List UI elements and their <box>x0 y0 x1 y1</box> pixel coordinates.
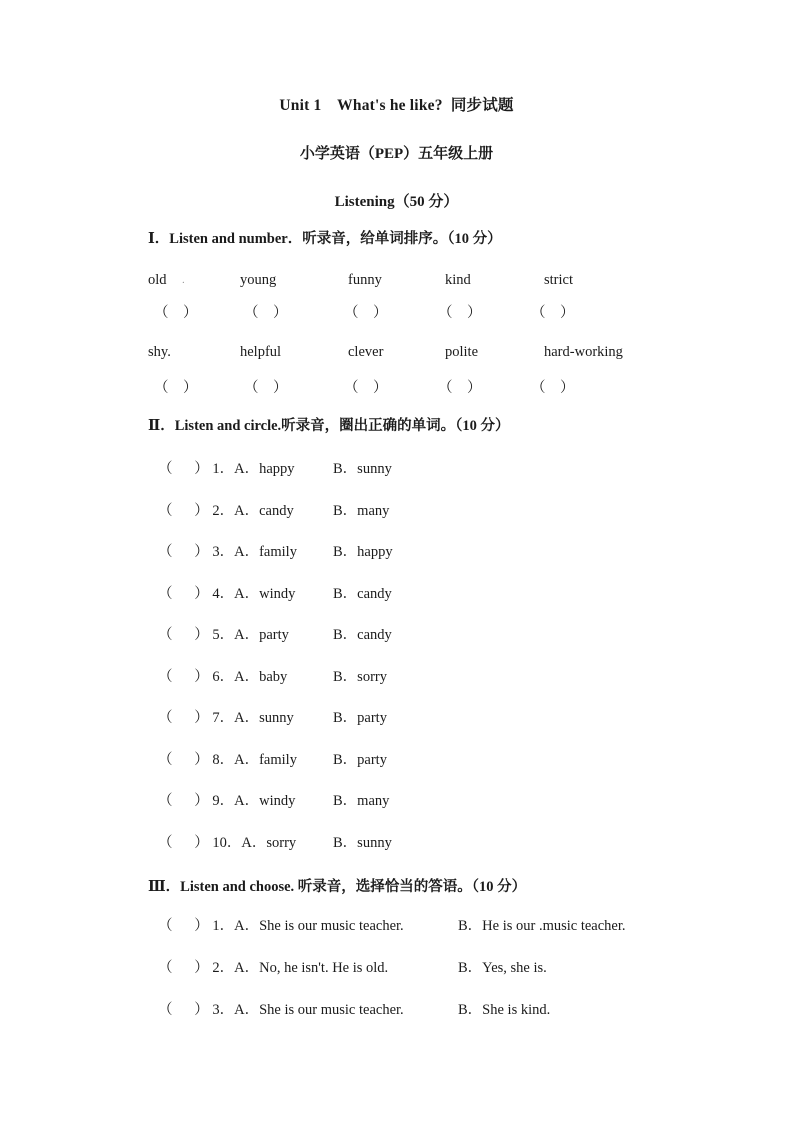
question-item <box>158 1002 551 1021</box>
answer-blank[interactable]: （ ） <box>244 305 288 321</box>
answer-blank[interactable]: （ ） <box>438 305 482 321</box>
question-number: 4． <box>208 585 235 602</box>
option-b[interactable]: B．sunny <box>333 834 392 851</box>
vocabulary-word: hard-working <box>544 344 623 360</box>
option-a[interactable]: A．She is our music teacher. <box>234 1002 404 1018</box>
answer-blank[interactable]: （ ） <box>158 751 209 768</box>
vocabulary-word: polite <box>445 344 479 360</box>
option-a[interactable]: A．family <box>234 751 297 768</box>
question-item <box>158 585 392 605</box>
scan-artifact-dot: . <box>182 274 185 286</box>
option-a[interactable]: A．windy <box>234 793 296 809</box>
option-b[interactable]: B．many <box>333 502 390 519</box>
answer-blank-row-2 <box>148 378 748 398</box>
question-item <box>158 918 626 937</box>
question-number: 5． <box>208 627 235 643</box>
answer-blank[interactable]: （ ） <box>158 461 209 477</box>
question-number: 8． <box>208 751 235 768</box>
answer-blank[interactable]: （ ） <box>158 710 209 726</box>
option-b[interactable]: B．sunny <box>333 461 392 477</box>
question-item <box>158 834 392 854</box>
answer-blank[interactable]: （ ） <box>158 960 209 976</box>
vocabulary-word: shy. <box>148 344 171 360</box>
answer-blank[interactable]: （ ） <box>344 305 388 321</box>
option-b[interactable]: B．She is kind. <box>458 1002 551 1018</box>
answer-blank[interactable]: （ ） <box>531 305 575 321</box>
question-number: 3． <box>208 544 235 560</box>
option-b[interactable]: B．many <box>333 793 390 809</box>
section-heading-2: Ⅱ．Listen and circle.听录音，圈出正确的单词。（10 分） <box>148 418 510 434</box>
answer-blank[interactable]: （ ） <box>158 668 209 685</box>
answer-blank[interactable]: （ ） <box>158 585 209 602</box>
question-item <box>158 668 387 688</box>
answer-blank[interactable]: （ ） <box>531 380 575 396</box>
option-b[interactable]: B．party <box>333 710 387 726</box>
option-a[interactable]: A．No, he isn't. He is old. <box>234 960 389 976</box>
question-item <box>158 793 390 812</box>
question-number: 1． <box>208 918 235 934</box>
vocabulary-word: kind <box>445 272 471 288</box>
vocabulary-word: old <box>148 272 167 288</box>
option-b[interactable]: B．happy <box>333 544 393 560</box>
option-b[interactable]: B．He is our .music teacher. <box>458 918 626 934</box>
vocabulary-word: young <box>240 272 277 288</box>
question-item <box>158 751 387 771</box>
word-list-row-2 <box>148 342 748 362</box>
answer-blank[interactable]: （ ） <box>244 380 288 396</box>
option-b[interactable]: B．party <box>333 751 387 768</box>
option-a[interactable]: A．She is our music teacher. <box>234 918 404 934</box>
vocabulary-word: strict <box>544 272 573 288</box>
option-a[interactable]: A．happy <box>234 461 295 477</box>
option-a[interactable]: A．sorry <box>241 834 297 851</box>
page-title: Unit 1 What's he like? 同步试题 <box>279 97 514 114</box>
word-list-row-1 <box>148 270 748 290</box>
answer-blank[interactable]: （ ） <box>158 627 209 643</box>
question-item <box>158 461 392 480</box>
section-heading-3: Ⅲ．Listen and choose. 听录音，选择恰当的答语。（10 分） <box>148 879 527 895</box>
question-item <box>158 710 387 729</box>
answer-blank[interactable]: （ ） <box>158 502 209 519</box>
answer-blank[interactable]: （ ） <box>344 380 388 396</box>
option-b[interactable]: B．candy <box>333 585 392 602</box>
section-heading-1: Ⅰ．Listen and number．听录音，给单词排序。（10 分） <box>148 231 502 247</box>
question-item <box>158 627 392 646</box>
option-a[interactable]: A．candy <box>234 502 294 519</box>
question-item <box>158 544 393 563</box>
option-a[interactable]: A．sunny <box>234 710 294 726</box>
question-number: 1． <box>208 461 235 477</box>
option-b[interactable]: B．candy <box>333 627 392 643</box>
document-subtitle: 小学英语（PEP）五年级上册 <box>299 145 494 162</box>
option-b[interactable]: B．sorry <box>333 668 387 685</box>
answer-blank[interactable]: （ ） <box>438 380 482 396</box>
question-item <box>158 960 547 979</box>
question-number: 6． <box>208 668 235 685</box>
answer-blank[interactable]: （ ） <box>158 918 209 934</box>
option-a[interactable]: A．baby <box>234 668 288 685</box>
question-number: 9． <box>208 793 235 809</box>
question-number: 2． <box>208 502 235 519</box>
question-number: 10． <box>208 834 242 851</box>
option-a[interactable]: A．windy <box>234 585 296 602</box>
answer-blank[interactable]: （ ） <box>154 380 198 396</box>
answer-blank-row-1 <box>148 303 748 323</box>
document-header <box>0 98 793 210</box>
vocabulary-word: funny <box>348 272 382 288</box>
option-a[interactable]: A．party <box>234 627 289 643</box>
answer-blank[interactable]: （ ） <box>158 1002 209 1018</box>
option-b[interactable]: B．Yes, she is. <box>458 960 547 976</box>
question-item <box>158 502 390 522</box>
vocabulary-word: clever <box>348 344 384 360</box>
question-number: 3． <box>208 1002 235 1018</box>
answer-blank[interactable]: （ ） <box>158 793 209 809</box>
answer-blank[interactable]: （ ） <box>158 544 209 560</box>
vocabulary-word: helpful <box>240 344 282 360</box>
option-a[interactable]: A．family <box>234 544 297 560</box>
listening-part-title: Listening（50 分） <box>334 193 459 210</box>
answer-blank[interactable]: （ ） <box>154 305 198 321</box>
answer-blank[interactable]: （ ） <box>158 834 209 851</box>
question-number: 2． <box>208 960 235 976</box>
question-number: 7． <box>208 710 235 726</box>
